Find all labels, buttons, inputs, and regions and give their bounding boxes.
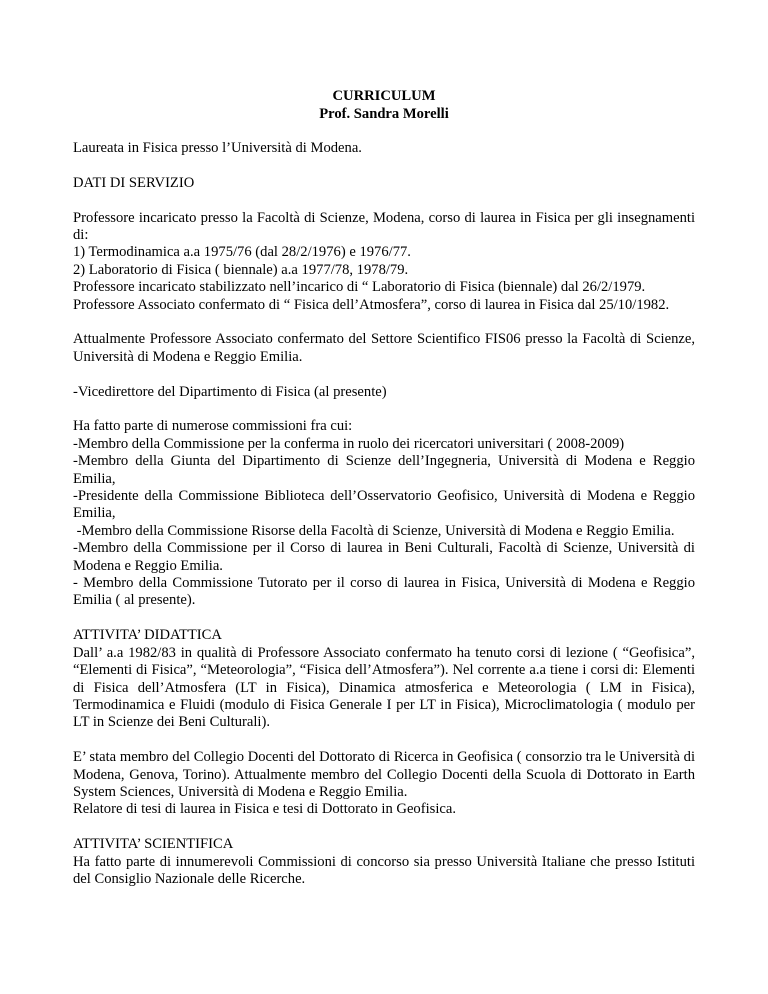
commissioni-section	[73, 418, 695, 609]
servizio-section	[73, 210, 695, 314]
title-block	[73, 88, 695, 123]
intro-paragraph: Laureata in Fisica presso l’Università di Modena.	[73, 140, 362, 156]
vicedirettore-line: -Vicedirettore del Dipartimento di Fisica (al presente)	[73, 383, 387, 400]
author-name: Prof. Sandra Morelli	[319, 105, 449, 122]
document-body	[73, 88, 695, 906]
servizio-line: 2) Laboratorio di Fisica ( biennale) a.a 1977/78, 1978/79.	[73, 261, 409, 278]
commissione-item: -Membro della Giunta del Dipartimento di Scienze dell’Ingegneria, Università di Modena e Reggio Emilia,	[73, 453, 695, 487]
collegio-section	[73, 749, 695, 819]
scientifica-section	[73, 836, 695, 888]
section-heading-scientifica: ATTIVITA’ SCIENTIFICA	[73, 836, 234, 853]
commissione-item: -Presidente della Commissione Biblioteca dell’Osservatorio Geofisico, Università di Modena e Reggio Emilia,	[73, 488, 695, 522]
commissioni-intro: Ha fatto parte di numerose commissioni fra cui:	[73, 418, 353, 435]
document-title: CURRICULUM	[332, 88, 436, 104]
section-heading-servizio: DATI DI SERVIZIO	[73, 174, 195, 191]
attualmente-paragraph: Attualmente Professore Associato confermato del Settore Scientifico FIS06 presso la Facoltà di Scienze, Università di Modena e Reggio Emilia.	[73, 331, 695, 365]
didattica-text: Dall’ a.a 1982/83 in qualità di Professore Associato confermato ha tenuto corsi di lezione ( “Geofisica”, “Elementi di Fisica”, “Meteorologia”, “Fisica dell’Atmosfera”). Nel corrente a.a tiene i corsi di: Elementi di Fisica dell’Atmosfera (LT in Fisica), Dinamica atmosferica e Meteorologia ( LM in Fisica), Termodinamica e Fluidi (modulo di Fisica Generale I per LT in Fisica), Microclimatologia ( modulo per LT in Scienze dei Beni Culturali).	[73, 644, 695, 731]
collegio-text: E’ stata membro del Collegio Docenti del Dottorato di Ricerca in Geofisica ( consorzio tra le Università di Modena, Genova, Torino). Attualmente membro del Collegio Docenti della Scuola di Dottorato in Earth System Sciences, Università di Modena e Reggio Emilia.	[73, 749, 695, 800]
servizio-line: Professore Associato confermato di “ Fisica dell’Atmosfera”, corso di laurea in Fisica dal 25/10/1982.	[73, 296, 670, 313]
scientifica-text: Ha fatto parte di innumerevoli Commissioni di concorso sia presso Università Italiane che presso Istituti del Consiglio Nazionale delle Ricerche.	[73, 853, 695, 887]
commissione-item: -Membro della Commissione per il Corso di laurea in Beni Culturali, Facoltà di Scienze, Università di Modena e Reggio Emilia.	[73, 540, 695, 574]
didattica-section	[73, 627, 695, 731]
commissione-item: - Membro della Commissione Tutorato per il corso di laurea in Fisica, Università di Modena e Reggio Emilia ( al presente).	[73, 575, 695, 609]
servizio-line: Professore incaricato stabilizzato nell’incarico di “ Laboratorio di Fisica (biennale) dal 26/2/1979.	[73, 279, 646, 296]
section-heading-didattica: ATTIVITA’ DIDATTICA	[73, 627, 222, 644]
servizio-line: Professore incaricato presso la Facoltà di Scienze, Modena, corso di laurea in Fisica per gli insegnamenti di:	[73, 209, 695, 243]
commissione-item: -Membro della Commissione Risorse della Facoltà di Scienze, Università di Modena e Reggio Emilia.	[73, 522, 675, 539]
relatore-line: Relatore di tesi di laurea in Fisica e tesi di Dottorato in Geofisica.	[73, 801, 456, 818]
servizio-line: 1) Termodinamica a.a 1975/76 (dal 28/2/1976) e 1976/77.	[73, 244, 411, 261]
commissione-item: -Membro della Commissione per la conferma in ruolo dei ricercatori universitari ( 2008-2009)	[73, 435, 625, 452]
